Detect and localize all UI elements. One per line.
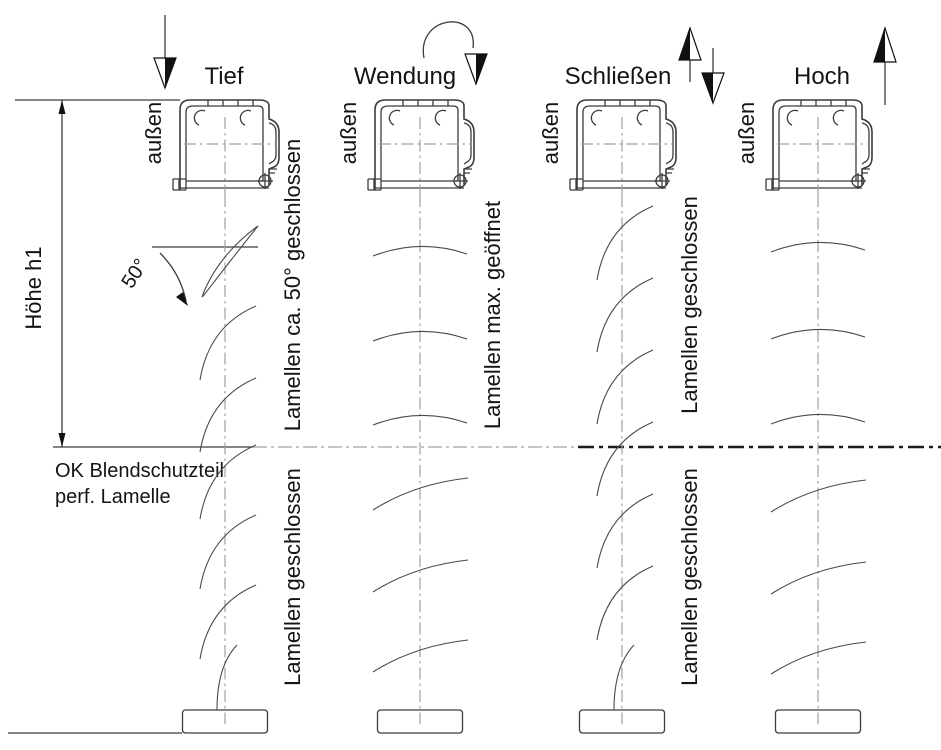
arrow-down-half-filled-icon	[154, 15, 176, 88]
column-tief	[141, 15, 305, 733]
ok-reference-label	[55, 460, 224, 508]
dimension-arrow-down-icon	[59, 433, 66, 447]
lamella-state-label-lower: Lamellen geschlossen	[280, 468, 305, 686]
column-title-tief: Tief	[204, 63, 244, 90]
column-title-schliessen: Schließen	[564, 63, 672, 90]
lamella-state-label-lower: Lamellen geschlossen	[677, 468, 702, 686]
headrail-housing	[368, 100, 474, 195]
lamella-state-label-upper: Lamellen ca. 50° geschlossen	[280, 138, 305, 432]
dimension-arrow-up-icon	[59, 100, 66, 114]
height-dimension	[21, 100, 66, 447]
arrow-up-half-filled-icon	[874, 28, 896, 105]
arrow-down-half-filled-icon	[702, 48, 724, 103]
headrail-housing	[173, 100, 279, 195]
height-dimension-label: Höhe h1	[21, 246, 46, 330]
headrail-housing	[766, 100, 872, 195]
aussen-label: außen	[734, 101, 759, 165]
ok-label-line2: perf. Lamelle	[55, 486, 171, 508]
angle-value-label: 50°	[117, 255, 153, 293]
lamella-state-label-upper: Lamellen max. geöffnet	[480, 200, 505, 430]
aussen-label: außen	[336, 101, 361, 165]
ok-label-line1: OK Blendschutzteil	[55, 460, 224, 482]
column-title-hoch: Hoch	[793, 63, 851, 90]
column-hoch	[734, 28, 896, 733]
lamella-slats-closed	[597, 206, 653, 710]
column-wendung	[336, 22, 505, 733]
headrail-housing	[570, 100, 676, 195]
angle-annotation	[118, 247, 258, 306]
aussen-label: außen	[538, 101, 563, 165]
aussen-label: außen	[141, 101, 166, 165]
column-title-wendung: Wendung	[353, 63, 457, 90]
column-schliessen	[538, 28, 724, 733]
lamella-state-label-upper: Lamellen geschlossen	[677, 196, 702, 414]
arrow-up-half-filled-icon	[679, 28, 701, 82]
